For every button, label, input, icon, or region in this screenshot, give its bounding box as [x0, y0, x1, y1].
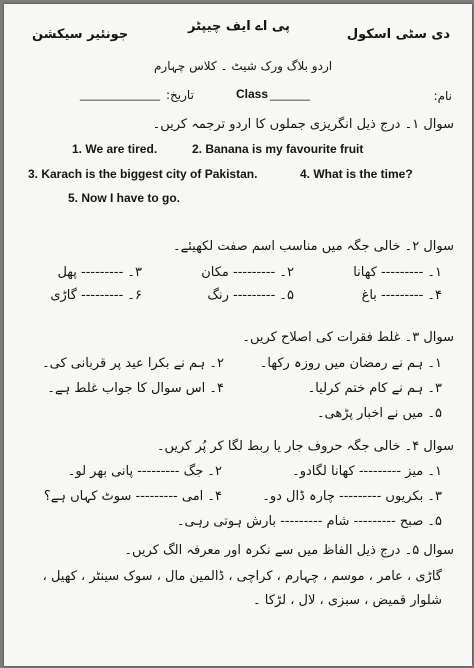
class-label: Class	[236, 87, 269, 101]
q3-heading: سوال ۳۔ غلط فقرات کی اصلاح کریں۔	[242, 330, 454, 345]
q4-item-5: ۵۔ صبح --------- شام --------- بارش ہوتی رہی۔	[176, 514, 442, 529]
q5-words-line-2: شلوار قمیض ، سبزی ، لال ، لڑکا ۔	[253, 593, 442, 608]
q2-item-1: ۱۔ --------- کھانا	[353, 265, 442, 280]
q3-item-1: ۱۔ ہم نے رمضان میں روزہ رکھا۔	[259, 356, 442, 371]
q1-sentence-2: 2. Banana is my favourite fruit	[192, 142, 364, 156]
q4-item-4: ۴۔ امی --------- سوٹ کہاں ہے؟	[43, 489, 222, 504]
q3-item-4: ۴۔ اس سوال کا جواب غلط ہے۔	[47, 381, 224, 396]
q4-item-3: ۳۔ بکریوں --------- چارہ ڈال دو۔	[262, 489, 442, 504]
q3-item-3: ۳۔ ہم نے کام ختم کرلیا۔	[307, 381, 442, 396]
school-name: دی سٹی اسکول	[346, 27, 450, 42]
q1-sentence-4: 4. What is the time?	[300, 167, 413, 181]
section-name: جونئیر سیکشن	[32, 27, 129, 42]
name-label: نام:	[433, 89, 452, 103]
q5-heading: سوال ۵۔ درج ذیل الفاظ میں سے نکرہ اور معرفہ الگ کریں۔	[124, 543, 454, 558]
q3-item-5: ۵۔ میں نے اخبار پڑھی۔	[316, 406, 442, 421]
q2-heading: سوال ۲۔ خالی جگہ میں مناسب اسم صفت لکھیئے۔	[172, 239, 454, 254]
q1-heading: سوال ۱۔ درج ذیل انگریزی جملوں کا اردو ترجمہ کریں۔	[152, 117, 454, 132]
q2-item-4: ۴۔ --------- باغ	[361, 288, 442, 303]
q1-sentence-3: 3. Karach is the biggest city of Pakistan.	[28, 167, 258, 181]
worksheet-title: اردو بلاگ ورک شیٹ ۔ کلاس چہارم	[154, 59, 333, 73]
worksheet-page	[4, 4, 472, 666]
date-label: تاریخ:	[166, 88, 194, 102]
q1-sentence-5: 5. Now I have to go.	[68, 191, 181, 205]
q5-words-line-1: گاڑی ، عامر ، موسم ، چہارم ، کراچی ، ڈالمین مال ، سوک سینٹر ، کھیل ،	[42, 569, 442, 584]
q2-item-3: ۳۔ --------- پھل	[57, 265, 142, 280]
date-field[interactable]: ____________	[80, 87, 161, 101]
class-field[interactable]: ______	[270, 87, 311, 101]
q4-heading: سوال ۴۔ خالی جگہ حروف جار یا ربط لگا کر پُر کریں۔	[156, 439, 454, 454]
q4-item-1: ۱۔ میز --------- کھانا لگادو۔	[292, 464, 442, 479]
q2-item-2: ۲۔ --------- مکان	[201, 265, 294, 280]
chapter-name: پی اے ایف چیپٹر	[188, 19, 290, 34]
q3-item-2: ۲۔ ہم نے بکرا عید پر قربانی کی۔	[42, 356, 224, 371]
q1-sentence-1: 1. We are tired.	[72, 142, 158, 156]
q4-item-2: ۲۔ جگ --------- پانی بھر لو۔	[67, 464, 222, 479]
q2-item-6: ۶۔ --------- گاڑی	[50, 288, 142, 303]
q2-item-5: ۵۔ --------- رنگ	[207, 288, 294, 303]
